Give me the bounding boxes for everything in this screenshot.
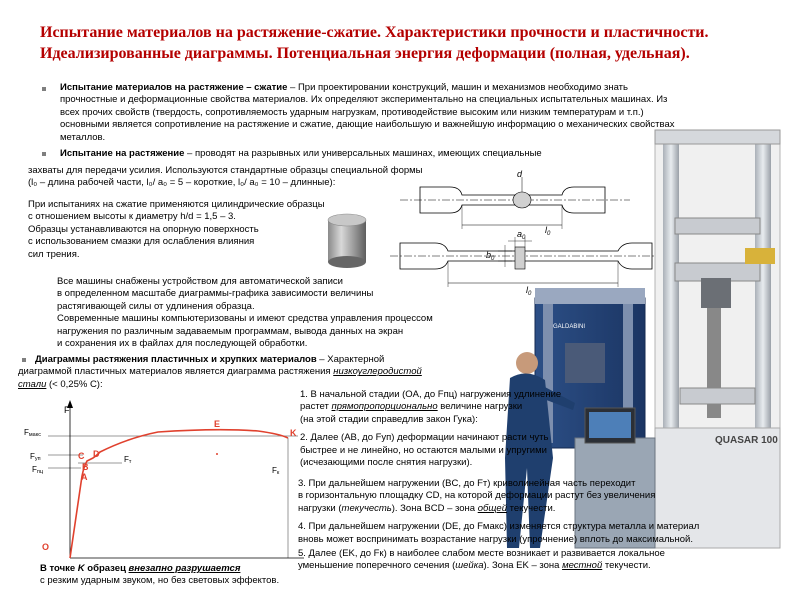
title-line-2: Идеализированные диаграммы. Потенциальная энергия деформации (полная, удельная). xyxy=(40,45,690,62)
label-b0: $b_0$ xyxy=(486,250,495,262)
fracture-note: В точке K образец внезапно разрушается с резким ударным звуком, но без световых эффектов. xyxy=(40,563,280,587)
machines-paragraph: Все машины снабжены устройством для автоматической записи в определенном масштабе диаграммы-графика зависимости величины растягивающей силы от удлинения образца. Современные машины компьютеризованы и имеют средства управления процессом нагружения по различным задаваемым программам, вывода данных на экран и сохранения их в файлах для последующей обработки. xyxy=(57,276,433,350)
cylinder-specimen-icon xyxy=(322,212,372,272)
machine-brand-label: QUASAR 100 xyxy=(715,435,778,446)
axis-label-f: F xyxy=(64,405,70,415)
point-d: D xyxy=(93,449,100,459)
diagrams-paragraph: Диаграммы растяжения пластичных и хрупких материалов – Характерной диаграммой пластичных материалов является диаграмма растяжения низкоуглеродистой стали (< 0,25% С): xyxy=(18,354,422,390)
stages-1-2: 1. В начальной стадии (OA, до Fпц) нагружения удлинение растет прямопропорционально величине нагрузки (на этой стадии справедлив закон Гука): 2. Далее (AB, до Fуп) деформации начинают расти чуть быстрее и не линейно, но остаются малыми и упругими (исчезающими после снятия нагрузки). xyxy=(300,389,562,469)
intro-paragraph: Испытание материалов на растяжение – сжатие – При проектировании конструкций, машин и механизмов необходимо знать прочностные и деформационные свойства материалов. Их определяют экспериментально на специальных испытательных машинах. Из всех прочих свойств (твердость, сопротивляемость ударным нагрузкам, противодействие высоким или низким температурам и т.п.) основными является сопротивление на растяжение и сжатие, дающие наибольшую и важнейшую информацию о механических свойствах металлов. xyxy=(60,82,675,143)
intro-heading: Испытание материалов на растяжение – сжатие xyxy=(60,82,288,93)
tick-fup: Fуп xyxy=(30,452,41,462)
title-line-1: Испытание материалов на растяжение-сжатие. Характеристики прочности и пластичности. xyxy=(40,24,709,41)
compression-paragraph: При испытаниях на сжатие применяются цилиндрические образцы с отношением высоты к диаметру h/d = 1,5 – 3. Образцы устанавливаются на опорную поверхность с использованием смазки для ослабления влияния сил трения. xyxy=(28,199,325,260)
machine-panel-label: GALDABINI xyxy=(553,324,586,330)
label-l0-top: $l_0$ xyxy=(545,225,551,237)
point-c: C xyxy=(78,451,85,461)
diagrams-heading: Диаграммы растяжения пластичных и хрупких материалов xyxy=(35,354,317,365)
tension-paragraph-cont: захваты для передачи усилия. Используются стандартные образцы специальной формы (l₀ – длина рабочей части, l₀/ a₀ = 5 – короткие, l₀/ a₀ = 10 – длинные): xyxy=(28,165,423,189)
bullet-icon xyxy=(42,152,46,156)
point-b: B xyxy=(82,462,89,472)
point-k: K xyxy=(290,428,297,438)
label-d: d xyxy=(517,169,523,179)
stress-strain-curve xyxy=(70,430,288,558)
tension-paragraph: Испытание на растяжение – проводят на разрывных или универсальных машинах, имеющих специальные xyxy=(60,148,542,159)
tension-heading: Испытание на растяжение xyxy=(60,148,185,159)
tick-fk: Fк xyxy=(272,466,280,476)
label-a0: $a_0$ xyxy=(517,229,526,241)
tick-fpc: Fпц xyxy=(32,465,44,475)
point-o: O xyxy=(42,542,50,552)
stages-3-5: 3. При дальнейшем нагружении (BC, до Fт) криволинейная часть переходит в горизонтальную площадку CD, на которой деформации растут без увеличения нагрузки (текучесть). Зона BCD – зона общей текучести. 4. При дальнейшем нагружении (DE, до Fмакс) изменяется структура металла и материал вновь может воспринимать возрастание нагрузки (упрочнение) вплоть до максимальной. 5. Далее (EK, до Fк) в наиболее слабом месте возникает и развивается локальное уменьшение поперечного сечения (шейка). Зона EK – зона местной текучести. xyxy=(298,478,700,572)
bullet-icon xyxy=(42,87,46,91)
label-l0-bottom: $l_0$ xyxy=(526,285,532,297)
page-title xyxy=(40,22,790,64)
tick-ft: Fт xyxy=(124,455,132,465)
tick-fmax: Fмакс xyxy=(24,428,41,438)
point-a: A xyxy=(81,472,88,482)
tension-diagram-chart xyxy=(18,398,308,564)
point-e: E xyxy=(214,419,221,429)
